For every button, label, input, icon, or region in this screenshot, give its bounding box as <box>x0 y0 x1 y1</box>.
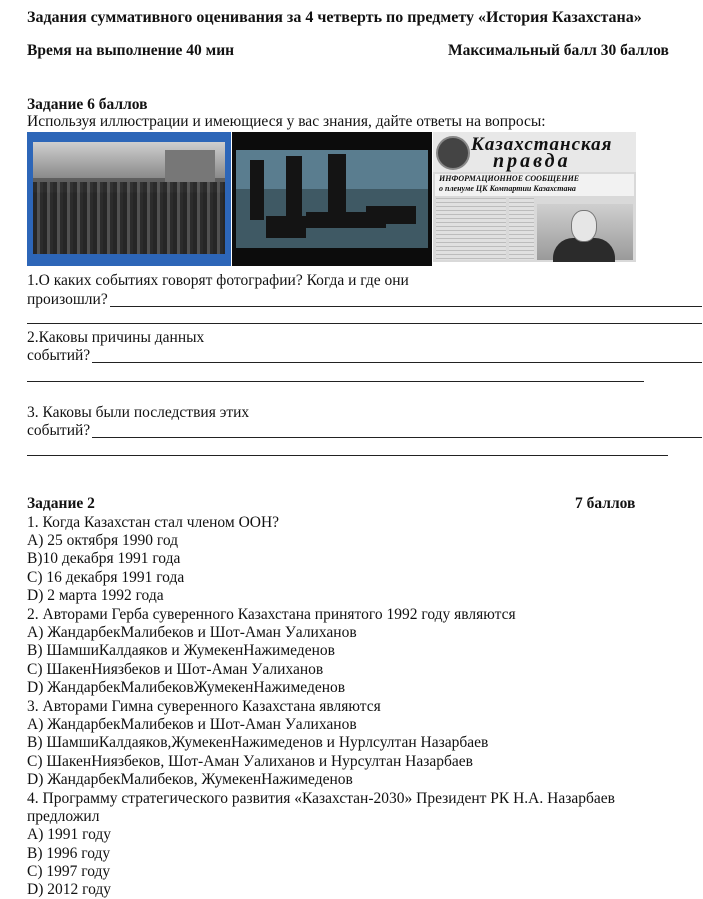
photo-newspaper <box>433 132 636 262</box>
task2-score: 7 баллов <box>575 495 636 512</box>
newspaper-headline-2: о пленуме ЦК Компартии Казахстана <box>439 184 576 193</box>
answer-line[interactable] <box>27 381 644 382</box>
task2-line: 2. Авторами Герба суверенного Казахстана принятого 1992 году являются <box>27 606 516 623</box>
max-score: Максимальный балл 30 баллов <box>448 42 669 59</box>
newspaper-emblem-icon <box>436 136 470 170</box>
task2-line: 3. Авторами Гимна суверенного Казахстана являются <box>27 698 381 715</box>
task2-line: В) ШамшиКалдаяков и ЖумекенНажимеденов <box>27 642 335 659</box>
task2-line: С) ШакенНиязбеков и Шот-Аман Уалиханов <box>27 661 324 678</box>
newspaper-column <box>509 198 534 260</box>
task2-line: С) 1997 году <box>27 863 111 880</box>
question-2-line1: 2.Каковы причины данных <box>27 329 205 346</box>
task2-line: 4. Программу стратегического развития «Казахстан-2030» Президент РК Н.А. Назарбаев <box>27 790 615 807</box>
answer-line[interactable] <box>27 323 702 324</box>
photo-street-clash <box>232 132 432 266</box>
task2-heading: Задание 2 <box>27 495 95 512</box>
question-1-line1: 1.О каких событиях говорят фотографии? Когда и где они <box>27 272 409 289</box>
answer-line[interactable] <box>92 437 702 438</box>
newspaper-masthead-2: правда <box>493 150 571 172</box>
document-title: Задания суммативного оценивания за 4 четверть по предмету «История Казахстана» <box>27 9 642 26</box>
newspaper-headline-1: ИНФОРМАЦИОННОЕ СООБЩЕНИЕ <box>439 174 580 183</box>
question-3-line1: 3. Каковы были последствия этих <box>27 404 250 421</box>
task2-line: 1. Когда Казахстан стал членом ООН? <box>27 514 280 531</box>
question-3-line2: событий? <box>27 422 91 439</box>
task1-instruction: Используя иллюстрации и имеющиеся у вас знания, дайте ответы на вопросы: <box>27 113 546 130</box>
task2-line: А) 25 октября 1990 год <box>27 532 179 549</box>
answer-line[interactable] <box>27 455 668 456</box>
task2-line: С) ШакенНиязбеков, Шот-Аман Уалиханов и Нурсултан Назарбаев <box>27 753 473 770</box>
task2-line: D) ЖандарбекМалибековЖумекенНажимеденов <box>27 679 346 696</box>
question-2-line2: событий? <box>27 347 91 364</box>
answer-line[interactable] <box>110 306 702 307</box>
newspaper-portrait <box>537 204 633 260</box>
task2-line: А) ЖандарбекМалибеков и Шот-Аман Уалиханов <box>27 624 357 641</box>
task2-line: D) ЖандарбекМалибеков, ЖумекенНажимеденов <box>27 771 353 788</box>
task2-line: D) 2012 году <box>27 881 112 898</box>
task2-line: предложил <box>27 808 100 825</box>
newspaper-column <box>436 198 506 260</box>
task2-line: В)10 декабря 1991 года <box>27 550 181 567</box>
task2-line: А) ЖандарбекМалибеков и Шот-Аман Уалиханов <box>27 716 357 733</box>
task2-line: D) 2 марта 1992 года <box>27 587 164 604</box>
question-1-line2: произошли? <box>27 291 108 308</box>
answer-line[interactable] <box>92 362 702 363</box>
task2-line: С) 16 декабря 1991 года <box>27 569 185 586</box>
task1-heading: Задание 6 баллов <box>27 96 148 113</box>
task2-line: В) 1996 году <box>27 845 111 862</box>
task2-line: А) 1991 году <box>27 826 112 843</box>
time-limit: Время на выполнение 40 мин <box>27 42 235 59</box>
task2-line: В) ШамшиКалдаяков,ЖумекенНажимеденов и Нурлсултан Назарбаев <box>27 734 489 751</box>
photo-crowd-square <box>27 132 231 266</box>
newspaper-masthead-1: Казахстанская <box>471 134 613 155</box>
